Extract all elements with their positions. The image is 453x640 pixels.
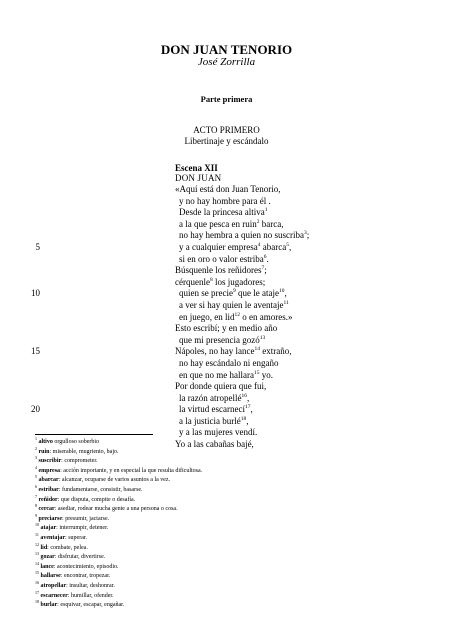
verse-line [175, 346, 395, 358]
footnote-term: gozar [40, 554, 55, 561]
verse-text: en juego, en lid [179, 311, 235, 322]
footnote-term: abarcar [38, 477, 59, 484]
verse-text: Yo a las cabañas bajé, [175, 439, 254, 450]
footnote [35, 524, 435, 534]
footnote-definition: : interrumpir, detener. [56, 525, 109, 532]
footnote [35, 505, 435, 515]
verse-line [175, 323, 395, 335]
line-number: 5 [35, 242, 40, 252]
footnote-number: 10 [35, 522, 39, 528]
footnote-definition: : que disputa, compite o desafía. [57, 496, 136, 503]
verse-text: quien se precie [179, 288, 233, 299]
footnote [35, 464, 435, 480]
play-title: DON JUAN TENORIO [160, 42, 293, 57]
footnote-ref: 6 [263, 253, 267, 260]
footnote-definition: : miserable, mugriento, bajo. [49, 448, 119, 455]
footnote-ref: 7 [261, 265, 265, 272]
verse-text-cont: . [266, 253, 269, 264]
footnote-number: 18 [35, 599, 39, 605]
footnote-ref: 1 [264, 207, 268, 214]
footnotes-block [35, 438, 435, 611]
verse-text-cont: o en amores.» [240, 311, 293, 322]
verse-text: Búsquenle los reñidores [175, 265, 262, 276]
footnote-ref: 5 [286, 241, 289, 248]
verse-line [175, 370, 395, 382]
footnote-ref: 15 [253, 369, 260, 376]
footnote-term: empresa [38, 467, 61, 474]
footnote-ref: 2 [256, 218, 260, 225]
verse-text-cont: los jugadores; [212, 276, 266, 287]
footnote-term: atajar [40, 525, 57, 532]
footnote-number: 16 [35, 579, 39, 585]
footnote-definition: : humillar, ofender. [67, 592, 114, 599]
footnote-number: 17 [35, 589, 39, 595]
verse-line [175, 196, 395, 208]
footnote-term: preciarse [38, 515, 63, 522]
footnote-term: altivo [38, 439, 53, 445]
verse-text-cont: extraño, [259, 346, 292, 357]
footnote [35, 560, 435, 576]
footnote [35, 601, 435, 611]
footnote-definition: : asediar, rodear mucha gente a una persona o cosa. [54, 506, 178, 513]
footnote [35, 541, 435, 557]
verse-line [175, 184, 395, 196]
verse-text: a la justicia burlé [179, 415, 241, 426]
verse-text-cont: , [288, 241, 292, 252]
verse-text: y a las mujeres vendí. [179, 427, 258, 438]
footnote [35, 483, 435, 496]
footnote [35, 493, 435, 509]
verse-text-cont: que le ataje [235, 288, 279, 299]
footnote-separator [35, 434, 153, 435]
verse-line [175, 219, 395, 231]
verse-line [175, 277, 395, 289]
footnote-term: estribar [38, 486, 59, 493]
footnote-number: 7 [35, 493, 37, 499]
footnote-number: 13 [35, 551, 39, 557]
author-name: José Zorrilla [197, 56, 256, 68]
footnote-number: 12 [35, 541, 39, 547]
verse-text: «Aquí está don Juan Tenorio, [175, 184, 281, 194]
footnote-number: 2 [35, 445, 37, 451]
footnote-number: 14 [35, 560, 39, 566]
verse-line [175, 404, 395, 416]
line-number: 20 [31, 404, 40, 415]
footnote [35, 531, 435, 544]
verse-text-cont: , [246, 415, 249, 426]
verse-text: cérquenle [175, 276, 210, 287]
verse-text-cont: yo. [259, 369, 273, 380]
footnote-ref: 11 [283, 299, 289, 306]
footnote-number: 5 [35, 474, 37, 480]
footnote [35, 572, 435, 582]
footnote-term: aventajar [40, 534, 66, 541]
footnote-number: 6 [35, 483, 37, 489]
footnote-definition: : insultar, deshonrar. [66, 582, 115, 589]
verse-text-cont: , [246, 392, 250, 403]
verse-text-cont: ; [306, 230, 310, 241]
footnote-term: hallarse [40, 573, 61, 580]
act-subtitle: Libertinaje y escándalo [184, 136, 269, 146]
footnote-ref: 18 [240, 415, 247, 422]
verse-text-cont: abarca [260, 241, 287, 252]
footnote-ref: 3 [303, 230, 307, 237]
verse-text: si en oro o valor estriba [179, 253, 264, 264]
footnote-definition: : combate, pelea. [47, 544, 88, 551]
footnote [35, 589, 435, 605]
footnote-ref: 10 [278, 288, 285, 295]
footnote-number: 3 [35, 455, 37, 461]
verse-text-cont: barca, [259, 218, 284, 229]
verse-line [175, 416, 395, 428]
footnote-number: 8 [35, 503, 37, 509]
verse-text: en que no me hallara [179, 369, 254, 380]
verse-line [175, 254, 395, 266]
verse-text: y no hay hombre para él . [179, 195, 271, 206]
verse-text-cont: , [250, 404, 253, 415]
line-number: 10 [31, 288, 40, 299]
verse-text: no hay hembra a quien no suscriba [179, 230, 304, 241]
verse-line [175, 230, 395, 242]
speaker-name: DON JUAN [175, 173, 222, 183]
verse-text: Nápoles, no hay lance [175, 346, 255, 357]
verse-line [175, 358, 395, 370]
footnote-term: lance [40, 563, 54, 570]
footnote-definition: : esquivar, escapar, engañar. [57, 602, 125, 609]
verse-text: no hay escándalo ni engaño [179, 357, 279, 368]
footnote-ref: 9 [232, 288, 236, 295]
footnote-ref: 12 [234, 311, 240, 318]
footnote-ref: 4 [257, 241, 261, 248]
footnote-definition: : comprometer. [61, 458, 98, 465]
footnote-term: cercar [38, 506, 55, 513]
footnote-term: ruin [38, 448, 50, 455]
footnote-number: 9 [35, 512, 37, 518]
verse-text: Por donde quiera que fui, [175, 381, 267, 392]
verse-text: Desde la princesa altiva [179, 207, 265, 218]
footnote-definition: : disfrutar, divertirse. [54, 554, 106, 561]
footnote-term: burlar [40, 602, 58, 609]
footnote-definition: : superar. [65, 534, 88, 541]
verse-text: a la que pesca en ruin [179, 218, 257, 229]
footnote [35, 553, 435, 563]
footnote-ref: 17 [244, 404, 251, 411]
footnote-term: reñidor [38, 496, 58, 503]
footnote [35, 476, 435, 486]
footnote-definition: orgulloso soberbio [52, 439, 100, 445]
verse-line [175, 288, 395, 300]
footnote [35, 445, 435, 461]
part-heading: Parte primera [200, 94, 253, 104]
footnote-number: 4 [35, 464, 37, 470]
footnote-definition: : acontecimiento, episodio. [53, 563, 119, 570]
footnote-definition: : fundamentarse, consistir, basarse. [58, 486, 143, 493]
verse-line [175, 207, 395, 219]
footnote-term: atropellar [40, 582, 67, 589]
verse-line [175, 381, 395, 393]
footnote-number: 15 [35, 570, 39, 576]
verse-line [175, 242, 395, 254]
footnote-ref: 13 [259, 334, 266, 341]
footnote [35, 457, 435, 467]
footnote-definition: : encontrar, tropezar. [60, 573, 111, 580]
footnote-ref: 8 [209, 276, 213, 283]
footnote [35, 512, 435, 528]
footnote-definition: : presumir, jactarse. [62, 515, 110, 522]
verse-text: a ver si hay quien le aventaje [179, 299, 284, 310]
verse-text: Esto escribí; y en medio año [175, 323, 278, 334]
footnote-term: suscribir [38, 458, 62, 465]
verse-text: la razón atropellé [179, 392, 242, 403]
footnote-term: lid [40, 544, 48, 551]
footnote-definition: : acción importante, y en especial la que resulta dificultosa. [60, 467, 203, 474]
scene-heading: Escena XII [175, 163, 218, 173]
verse-text: la virtud escarnecí [179, 404, 245, 415]
verse-line [175, 312, 395, 324]
act-heading: ACTO PRIMERO [193, 125, 260, 135]
footnote [35, 579, 435, 592]
footnote-term: escarnecer [40, 592, 68, 599]
verse-line [175, 265, 395, 277]
verse-block [175, 184, 395, 451]
verse-line [175, 335, 395, 347]
footnote [35, 438, 435, 448]
footnote-number: 1 [35, 436, 37, 441]
line-number: 15 [31, 346, 40, 357]
verse-text: que mi presencia gozó [179, 334, 260, 345]
footnote-definition: : alcanzar, ocuparse de varios asuntos a la vez. [58, 477, 171, 484]
footnote-number: 11 [35, 531, 39, 537]
verse-text: y a cualquier empresa [179, 241, 258, 252]
verse-line [175, 300, 395, 312]
verse-text-cont: , [284, 288, 287, 299]
footnote-ref: 14 [254, 346, 260, 353]
footnote-ref: 16 [241, 392, 247, 399]
verse-text-cont: ; [264, 265, 267, 276]
verse-line [175, 393, 395, 405]
